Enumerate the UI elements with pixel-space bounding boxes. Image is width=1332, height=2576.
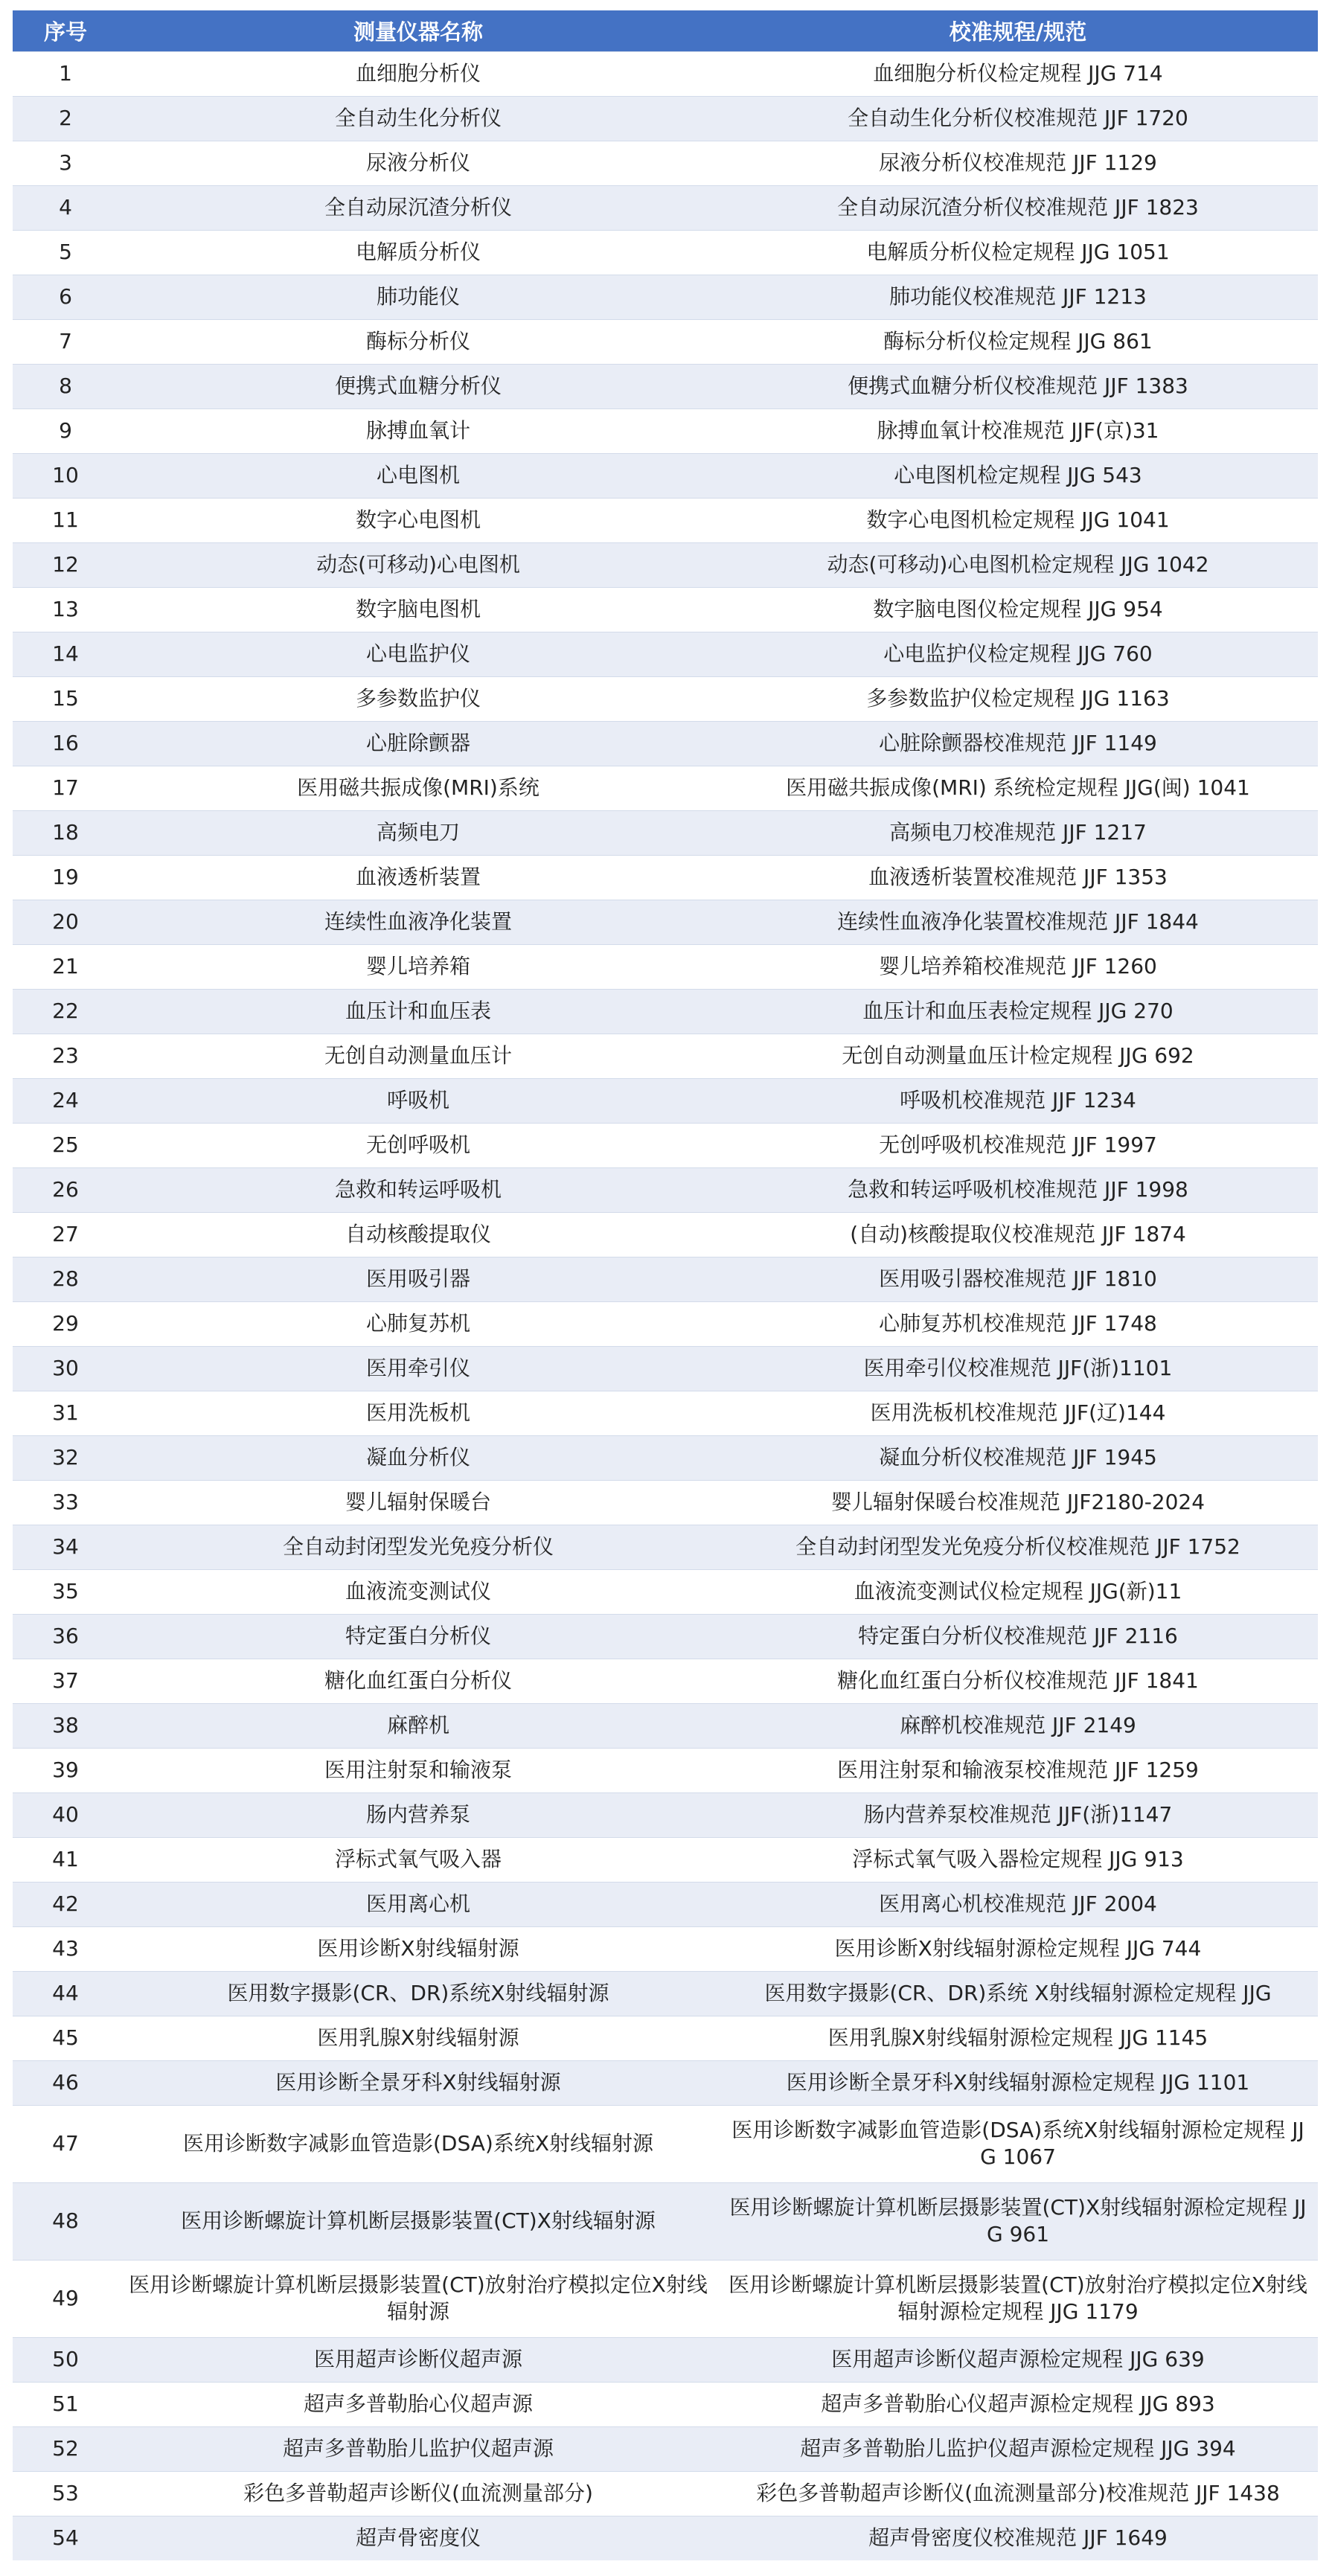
instrument-name-cell: 脉搏血氧计 (118, 408, 718, 453)
standard-cell: 医用诊断X射线辐射源检定规程 JJG 744 (718, 1926, 1318, 1971)
instrument-name-cell: 医用磁共振成像(MRI)系统 (118, 766, 718, 810)
row-number-cell: 4 (13, 185, 118, 230)
instrument-name-cell: 动态(可移动)心电图机 (118, 542, 718, 587)
row-number-cell: 1 (13, 51, 118, 96)
table-row (13, 1614, 1318, 1659)
instrument-name-cell: 医用乳腺X射线辐射源 (118, 2016, 718, 2060)
standard-cell: 血液透析装置校准规范 JJF 1353 (718, 855, 1318, 900)
row-number-cell: 2 (13, 96, 118, 141)
standard-cell: 凝血分析仪校准规范 JJF 1945 (718, 1435, 1318, 1480)
instrument-name-cell: 医用注射泵和输液泵 (118, 1748, 718, 1792)
table-row (13, 2471, 1318, 2516)
table-row (13, 230, 1318, 275)
table-row (13, 2016, 1318, 2060)
standard-cell: 呼吸机校准规范 JJF 1234 (718, 1078, 1318, 1123)
instrument-name-cell: 全自动生化分析仪 (118, 96, 718, 141)
instrument-name-cell: 婴儿辐射保暖台 (118, 1480, 718, 1525)
row-number-cell: 49 (13, 2260, 118, 2337)
row-number-cell: 27 (13, 1212, 118, 1257)
standard-cell: 超声多普勒胎心仪超声源检定规程 JJG 893 (718, 2382, 1318, 2426)
instrument-name-cell: 浮标式氧气吸入器 (118, 1837, 718, 1882)
instrument-name-cell: 超声多普勒胎儿监护仪超声源 (118, 2426, 718, 2471)
row-number-cell: 42 (13, 1882, 118, 1926)
row-number-cell: 3 (13, 141, 118, 185)
table-row (13, 1346, 1318, 1391)
table-row (13, 319, 1318, 364)
standard-cell: 超声骨密度仪校准规范 JJF 1649 (718, 2516, 1318, 2560)
standard-cell: 婴儿辐射保暖台校准规范 JJF2180-2024 (718, 1480, 1318, 1525)
instrument-name-cell: 超声多普勒胎心仪超声源 (118, 2382, 718, 2426)
instrument-name-cell: 超声骨密度仪 (118, 2516, 718, 2560)
instrument-name-cell: 医用离心机 (118, 1882, 718, 1926)
row-number-cell: 45 (13, 2016, 118, 2060)
row-number-cell: 40 (13, 1792, 118, 1837)
row-number-cell: 29 (13, 1301, 118, 1346)
standard-cell: 心肺复苏机校准规范 JJF 1748 (718, 1301, 1318, 1346)
standard-cell: 特定蛋白分析仪校准规范 JJF 2116 (718, 1614, 1318, 1659)
column-header-instrument-name: 测量仪器名称 (353, 19, 483, 45)
table-row (13, 810, 1318, 855)
standard-cell: 无创自动测量血压计检定规程 JJG 692 (718, 1034, 1318, 1078)
row-number-cell: 22 (13, 989, 118, 1034)
standard-cell: 医用乳腺X射线辐射源检定规程 JJG 1145 (718, 2016, 1318, 2060)
instrument-name-cell: 数字脑电图机 (118, 587, 718, 632)
instrument-name-cell: 心电监护仪 (118, 632, 718, 676)
table-row (13, 587, 1318, 632)
instrument-name-cell: 呼吸机 (118, 1078, 718, 1123)
table-row (13, 2382, 1318, 2426)
standard-cell: 数字脑电图仪检定规程 JJG 954 (718, 587, 1318, 632)
standard-cell: 婴儿培养箱校准规范 JJF 1260 (718, 944, 1318, 989)
instrument-name-cell: 肺功能仪 (118, 275, 718, 319)
standard-cell: 数字心电图机检定规程 JJG 1041 (718, 498, 1318, 542)
row-number-cell: 35 (13, 1569, 118, 1614)
standard-cell: 医用洗板机校准规范 JJF(辽)144 (718, 1391, 1318, 1435)
table-row (13, 1926, 1318, 1971)
instrument-name-cell: 尿液分析仪 (118, 141, 718, 185)
table-row (13, 1525, 1318, 1569)
row-number-cell: 7 (13, 319, 118, 364)
instrument-name-cell: 医用诊断全景牙科X射线辐射源 (118, 2060, 718, 2105)
instrument-name-cell: 血细胞分析仪 (118, 51, 718, 96)
table-row (13, 364, 1318, 408)
row-number-cell: 30 (13, 1346, 118, 1391)
row-number-cell: 20 (13, 900, 118, 944)
standard-cell: 连续性血液净化装置校准规范 JJF 1844 (718, 900, 1318, 944)
table-row (13, 1212, 1318, 1257)
row-number-cell: 13 (13, 587, 118, 632)
instrument-name-cell: 连续性血液净化装置 (118, 900, 718, 944)
row-number-cell: 12 (13, 542, 118, 587)
standard-cell: 动态(可移动)心电图机检定规程 JJG 1042 (718, 542, 1318, 587)
instrument-name-cell: 医用洗板机 (118, 1391, 718, 1435)
row-number-cell: 50 (13, 2337, 118, 2382)
standard-cell: 浮标式氧气吸入器检定规程 JJG 913 (718, 1837, 1318, 1882)
table-row (13, 2337, 1318, 2382)
instrument-name-cell: 全自动封闭型发光免疫分析仪 (118, 1525, 718, 1569)
table-row (13, 185, 1318, 230)
column-header-number: 序号 (43, 19, 87, 45)
instrument-name-cell: 医用吸引器 (118, 1257, 718, 1301)
instrument-name-cell: 心肺复苏机 (118, 1301, 718, 1346)
row-number-cell: 24 (13, 1078, 118, 1123)
standard-cell: 电解质分析仪检定规程 JJG 1051 (718, 230, 1318, 275)
row-number-cell: 33 (13, 1480, 118, 1525)
standard-cell: 心脏除颤器校准规范 JJF 1149 (718, 721, 1318, 766)
instrument-name-cell: 心脏除颤器 (118, 721, 718, 766)
row-number-cell: 26 (13, 1167, 118, 1212)
row-number-cell: 9 (13, 408, 118, 453)
standard-cell: 糖化血红蛋白分析仪校准规范 JJF 1841 (718, 1659, 1318, 1703)
row-number-cell: 41 (13, 1837, 118, 1882)
table-row (13, 1167, 1318, 1212)
instrument-name-cell: 凝血分析仪 (118, 1435, 718, 1480)
table-row (13, 721, 1318, 766)
standard-cell: 医用诊断螺旋计算机断层摄影装置(CT)X射线辐射源检定规程 JJG 961 (718, 2182, 1318, 2260)
table-row (13, 1837, 1318, 1882)
instrument-name-cell: 血压计和血压表 (118, 989, 718, 1034)
table-body (13, 51, 1318, 2560)
table-row (13, 1435, 1318, 1480)
instrument-name-cell: 医用牵引仪 (118, 1346, 718, 1391)
standard-cell: 急救和转运呼吸机校准规范 JJF 1998 (718, 1167, 1318, 1212)
instrument-name-cell: 医用超声诊断仪超声源 (118, 2337, 718, 2382)
table-row (13, 766, 1318, 810)
column-header-standard: 校准规程/规范 (949, 19, 1087, 45)
table-row (13, 1301, 1318, 1346)
instrument-name-cell: 数字心电图机 (118, 498, 718, 542)
instrument-name-cell: 医用诊断螺旋计算机断层摄影装置(CT)放射治疗模拟定位X射线辐射源 (118, 2260, 718, 2337)
table-row (13, 275, 1318, 319)
standard-cell: 多参数监护仪检定规程 JJG 1163 (718, 676, 1318, 721)
instrument-name-cell: 多参数监护仪 (118, 676, 718, 721)
standard-cell: 全自动尿沉渣分析仪校准规范 JJF 1823 (718, 185, 1318, 230)
instrument-name-cell: 自动核酸提取仪 (118, 1212, 718, 1257)
instrument-name-cell: 血液流变测试仪 (118, 1569, 718, 1614)
table-header (13, 10, 1318, 51)
instrument-name-cell: 电解质分析仪 (118, 230, 718, 275)
standard-cell: 血细胞分析仪检定规程 JJG 714 (718, 51, 1318, 96)
standard-cell: 医用超声诊断仪超声源检定规程 JJG 639 (718, 2337, 1318, 2382)
standard-cell: 医用注射泵和输液泵校准规范 JJF 1259 (718, 1748, 1318, 1792)
table-row (13, 2182, 1318, 2260)
row-number-cell: 43 (13, 1926, 118, 1971)
row-number-cell: 53 (13, 2471, 118, 2516)
table-row (13, 1078, 1318, 1123)
standard-cell: 麻醉机校准规范 JJF 2149 (718, 1703, 1318, 1748)
row-number-cell: 6 (13, 275, 118, 319)
standard-cell: 肠内营养泵校准规范 JJF(浙)1147 (718, 1792, 1318, 1837)
instrument-name-cell: 无创自动测量血压计 (118, 1034, 718, 1078)
standard-cell: 心电图机检定规程 JJG 543 (718, 453, 1318, 498)
instrument-name-cell: 肠内营养泵 (118, 1792, 718, 1837)
row-number-cell: 44 (13, 1971, 118, 2016)
row-number-cell: 31 (13, 1391, 118, 1435)
row-number-cell: 28 (13, 1257, 118, 1301)
instrument-name-cell: 婴儿培养箱 (118, 944, 718, 989)
row-number-cell: 14 (13, 632, 118, 676)
standard-cell: 血压计和血压表检定规程 JJG 270 (718, 989, 1318, 1034)
table-row (13, 1882, 1318, 1926)
table-row (13, 676, 1318, 721)
row-number-cell: 15 (13, 676, 118, 721)
row-number-cell: 48 (13, 2182, 118, 2260)
table-row (13, 1480, 1318, 1525)
table-row (13, 498, 1318, 542)
instrument-name-cell: 血液透析装置 (118, 855, 718, 900)
row-number-cell: 47 (13, 2105, 118, 2182)
instrument-name-cell: 特定蛋白分析仪 (118, 1614, 718, 1659)
table-row (13, 1659, 1318, 1703)
standard-cell: 便携式血糖分析仪校准规范 JJF 1383 (718, 364, 1318, 408)
table-row (13, 1034, 1318, 1078)
table-row (13, 1748, 1318, 1792)
table-row (13, 2426, 1318, 2471)
standard-cell: 酶标分析仪检定规程 JJG 861 (718, 319, 1318, 364)
instrument-name-cell: 糖化血红蛋白分析仪 (118, 1659, 718, 1703)
instrument-name-cell: 医用诊断螺旋计算机断层摄影装置(CT)X射线辐射源 (118, 2182, 718, 2260)
calibration-table (13, 10, 1318, 2560)
table-row (13, 944, 1318, 989)
standard-cell: 全自动封闭型发光免疫分析仪校准规范 JJF 1752 (718, 1525, 1318, 1569)
row-number-cell: 8 (13, 364, 118, 408)
row-number-cell: 21 (13, 944, 118, 989)
table-row (13, 2105, 1318, 2182)
standard-cell: 医用诊断全景牙科X射线辐射源检定规程 JJG 1101 (718, 2060, 1318, 2105)
standard-cell: 无创呼吸机校准规范 JJF 1997 (718, 1123, 1318, 1167)
instrument-name-cell: 便携式血糖分析仪 (118, 364, 718, 408)
row-number-cell: 54 (13, 2516, 118, 2560)
row-number-cell: 37 (13, 1659, 118, 1703)
table-row (13, 542, 1318, 587)
table-row (13, 1391, 1318, 1435)
row-number-cell: 46 (13, 2060, 118, 2105)
table-row (13, 989, 1318, 1034)
row-number-cell: 5 (13, 230, 118, 275)
standard-cell: 医用牵引仪校准规范 JJF(浙)1101 (718, 1346, 1318, 1391)
row-number-cell: 34 (13, 1525, 118, 1569)
row-number-cell: 18 (13, 810, 118, 855)
instrument-name-cell: 麻醉机 (118, 1703, 718, 1748)
table-row (13, 96, 1318, 141)
table-row (13, 855, 1318, 900)
table-row (13, 1703, 1318, 1748)
standard-cell: 超声多普勒胎儿监护仪超声源检定规程 JJG 394 (718, 2426, 1318, 2471)
row-number-cell: 25 (13, 1123, 118, 1167)
row-number-cell: 17 (13, 766, 118, 810)
standard-cell: 医用离心机校准规范 JJF 2004 (718, 1882, 1318, 1926)
table-row (13, 141, 1318, 185)
table-row (13, 2060, 1318, 2105)
table-row (13, 900, 1318, 944)
row-number-cell: 38 (13, 1703, 118, 1748)
row-number-cell: 11 (13, 498, 118, 542)
standard-cell: 尿液分析仪校准规范 JJF 1129 (718, 141, 1318, 185)
instrument-name-cell: 医用诊断数字减影血管造影(DSA)系统X射线辐射源 (118, 2105, 718, 2182)
table-row (13, 632, 1318, 676)
row-number-cell: 23 (13, 1034, 118, 1078)
standard-cell: 医用吸引器校准规范 JJF 1810 (718, 1257, 1318, 1301)
table-row (13, 2260, 1318, 2337)
standard-cell: 肺功能仪校准规范 JJF 1213 (718, 275, 1318, 319)
standard-cell: 血液流变测试仪检定规程 JJG(新)11 (718, 1569, 1318, 1614)
table-row (13, 1257, 1318, 1301)
instrument-name-cell: 医用诊断X射线辐射源 (118, 1926, 718, 1971)
instrument-name-cell: 彩色多普勒超声诊断仪(血流测量部分) (118, 2471, 718, 2516)
instrument-name-cell: 心电图机 (118, 453, 718, 498)
instrument-name-cell: 高频电刀 (118, 810, 718, 855)
standard-cell: 全自动生化分析仪校准规范 JJF 1720 (718, 96, 1318, 141)
table-row (13, 1792, 1318, 1837)
table-row (13, 51, 1318, 96)
table-row (13, 453, 1318, 498)
row-number-cell: 32 (13, 1435, 118, 1480)
row-number-cell: 36 (13, 1614, 118, 1659)
table-row (13, 408, 1318, 453)
standard-cell: 医用数字摄影(CR、DR)系统 X射线辐射源检定规程 JJG (718, 1971, 1318, 2016)
table-row (13, 2516, 1318, 2560)
instrument-name-cell: 全自动尿沉渣分析仪 (118, 185, 718, 230)
instrument-name-cell: 酶标分析仪 (118, 319, 718, 364)
header-row (13, 10, 1318, 51)
row-number-cell: 51 (13, 2382, 118, 2426)
instrument-name-cell: 无创呼吸机 (118, 1123, 718, 1167)
instrument-name-cell: 医用数字摄影(CR、DR)系统X射线辐射源 (118, 1971, 718, 2016)
standard-cell: (自动)核酸提取仪校准规范 JJF 1874 (718, 1212, 1318, 1257)
standard-cell: 彩色多普勒超声诊断仪(血流测量部分)校准规范 JJF 1438 (718, 2471, 1318, 2516)
table-row (13, 1123, 1318, 1167)
row-number-cell: 16 (13, 721, 118, 766)
row-number-cell: 19 (13, 855, 118, 900)
standard-cell: 医用诊断螺旋计算机断层摄影装置(CT)放射治疗模拟定位X射线辐射源检定规程 JJG 1179 (718, 2260, 1318, 2337)
table-row (13, 1971, 1318, 2016)
row-number-cell: 39 (13, 1748, 118, 1792)
standard-cell: 医用磁共振成像(MRI) 系统检定规程 JJG(闽) 1041 (718, 766, 1318, 810)
standard-cell: 心电监护仪检定规程 JJG 760 (718, 632, 1318, 676)
standard-cell: 医用诊断数字减影血管造影(DSA)系统X射线辐射源检定规程 JJG 1067 (718, 2105, 1318, 2182)
calibration-table-container (13, 10, 1318, 2560)
table-row (13, 1569, 1318, 1614)
standard-cell: 脉搏血氧计校准规范 JJF(京)31 (718, 408, 1318, 453)
row-number-cell: 10 (13, 453, 118, 498)
instrument-name-cell: 急救和转运呼吸机 (118, 1167, 718, 1212)
standard-cell: 高频电刀校准规范 JJF 1217 (718, 810, 1318, 855)
row-number-cell: 52 (13, 2426, 118, 2471)
